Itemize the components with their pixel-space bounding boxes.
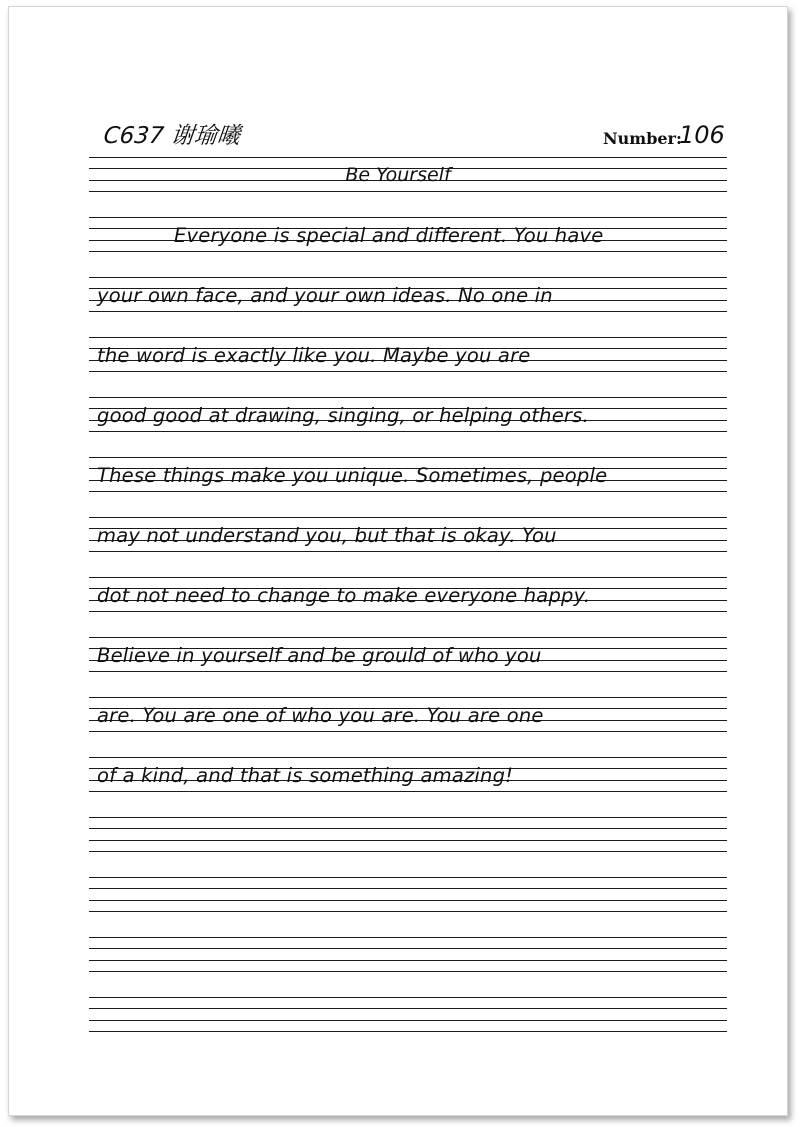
ruled-line bbox=[89, 217, 727, 218]
ruled-line bbox=[89, 888, 727, 889]
ruled-line bbox=[89, 637, 727, 638]
student-name-line: C637 谢瑜曦 bbox=[102, 123, 242, 149]
ruled-line bbox=[89, 457, 727, 458]
ruled-line bbox=[89, 157, 727, 158]
ruled-line bbox=[89, 840, 727, 841]
ruled-line bbox=[89, 491, 727, 492]
ruled-line bbox=[89, 697, 727, 698]
ruled-line bbox=[89, 948, 727, 949]
number-label: Number: bbox=[603, 129, 682, 148]
essay-line-9: are. You are one of who you are. You are one bbox=[97, 704, 544, 727]
ruled-line bbox=[89, 960, 727, 961]
ruled-line bbox=[89, 731, 727, 732]
ruled-line bbox=[89, 431, 727, 432]
essay-line-1: Everyone is special and different. You have bbox=[174, 224, 604, 247]
ruled-line bbox=[89, 191, 727, 192]
number-value: 106 bbox=[679, 121, 725, 149]
essay-title: Be Yourself bbox=[345, 164, 451, 186]
essay-line-3: the word is exactly like you. Maybe you are bbox=[97, 344, 531, 367]
ruled-line bbox=[89, 757, 727, 758]
ruled-line bbox=[89, 517, 727, 518]
ruled-line bbox=[89, 251, 727, 252]
ruled-line bbox=[89, 971, 727, 972]
ruled-line bbox=[89, 791, 727, 792]
ruled-line bbox=[89, 371, 727, 372]
ruled-line bbox=[89, 611, 727, 612]
ruled-line bbox=[89, 828, 727, 829]
ruled-line bbox=[89, 397, 727, 398]
essay-line-2: your own face, and your own ideas. No one in bbox=[97, 284, 553, 307]
ruled-line bbox=[89, 851, 727, 852]
ruled-line bbox=[89, 1008, 727, 1009]
ruled-line bbox=[89, 671, 727, 672]
ruled-line bbox=[89, 900, 727, 901]
ruled-line bbox=[89, 877, 727, 878]
ruled-line bbox=[89, 277, 727, 278]
ruled-line bbox=[89, 911, 727, 912]
essay-line-10: of a kind, and that is something amazing! bbox=[97, 764, 514, 787]
essay-line-4: good good at drawing, singing, or helping others. bbox=[97, 404, 589, 427]
ruled-line bbox=[89, 1031, 727, 1032]
ruled-line bbox=[89, 997, 727, 998]
ruled-line bbox=[89, 577, 727, 578]
ruled-line bbox=[89, 311, 727, 312]
essay-line-5: These things make you unique. Sometimes, people bbox=[97, 464, 608, 487]
ruled-line bbox=[89, 1020, 727, 1021]
essay-line-7: dot not need to change to make everyone happy. bbox=[97, 584, 591, 607]
essay-line-6: may not understand you, but that is okay. You bbox=[97, 524, 557, 547]
ruled-line bbox=[89, 337, 727, 338]
ruled-line bbox=[89, 937, 727, 938]
ruled-line bbox=[89, 817, 727, 818]
handwriting-sheet bbox=[8, 6, 788, 1116]
ruled-line bbox=[89, 551, 727, 552]
essay-line-8: Believe in yourself and be grould of who you bbox=[97, 644, 542, 667]
